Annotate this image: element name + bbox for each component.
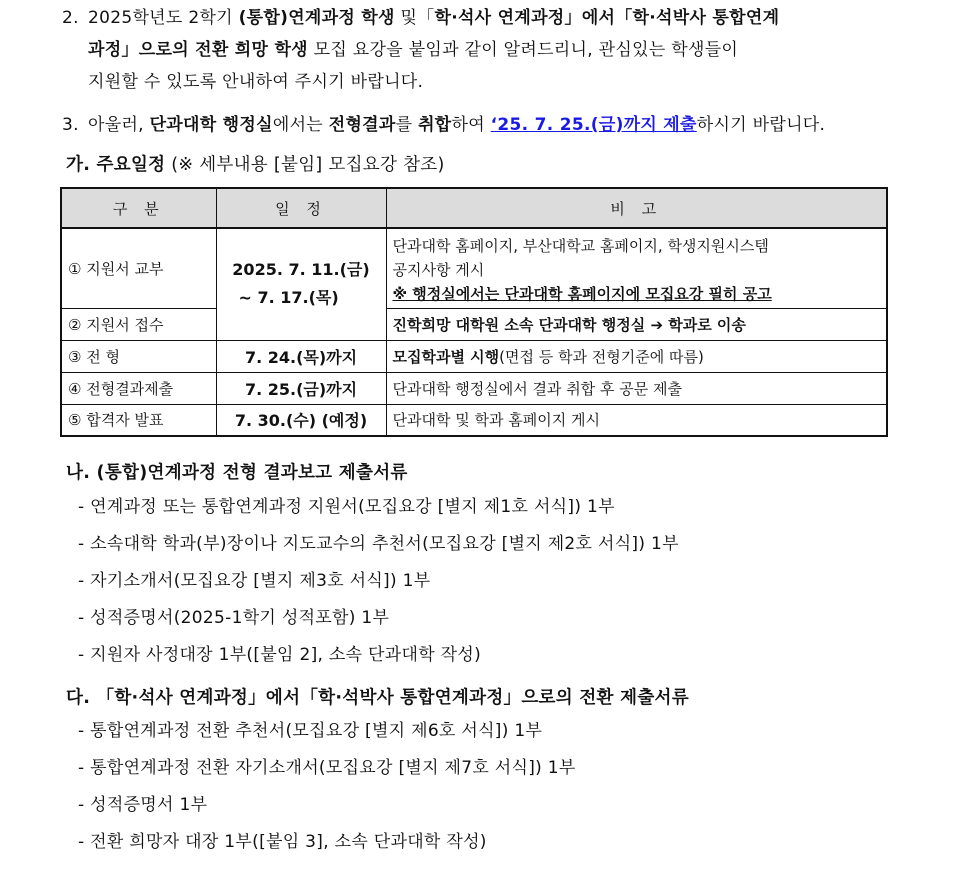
table-header: 구 분: [61, 188, 216, 228]
table-row: [61, 372, 887, 404]
schedule-table: [60, 187, 888, 437]
list-item: - 통합연계과정 전환 자기소개서(모집요강 [별지 제7호 서식]) 1부: [78, 758, 576, 778]
list-item: - 자기소개서(모집요강 [별지 제3호 서식]) 1부: [78, 571, 431, 591]
schedule-date: 7. 25.(금)까지: [216, 372, 386, 404]
table-header: 비 고: [386, 188, 887, 228]
row-note: 모집학과별 시행(면접 등 학과 전형기준에 따름): [386, 340, 887, 372]
schedule-date: 7. 30.(수) (예정): [216, 404, 386, 436]
row-note: 진학희망 대학원 소속 단과대학 행정실 ➔ 학과로 이송: [386, 308, 887, 340]
row-label: ② 지원서 접수: [61, 308, 216, 340]
list-item: - 성적증명서 1부: [78, 795, 208, 815]
list-item: - 연계과정 또는 통합연계과정 지원서(모집요강 [별지 제1호 서식]) 1부: [78, 497, 615, 517]
section-da-list: [78, 713, 576, 861]
row-label: ⑤ 합격자 발표: [61, 404, 216, 436]
paragraph-number: 2.: [62, 8, 79, 28]
deadline-highlight: ‘25. 7. 25.(금)까지 제출: [490, 115, 697, 135]
table-header-row: [61, 188, 887, 228]
row-note: 단과대학 행정실에서 결과 취합 후 공문 제출: [386, 372, 887, 404]
list-item: - 전환 희망자 대장 1부([붙임 3], 소속 단과대학 작성): [78, 832, 487, 852]
table-row: [61, 308, 887, 340]
section-ga-heading: 가. 주요일정 (※ 세부내용 [붙임] 모집요강 참조): [66, 155, 445, 175]
section-na-list: [78, 489, 679, 674]
paragraph-2: 2. 2025학년도 2학기 (통합)연계과정 학생 및「학·석사 연계과정」에서「학·석박사 통합연계 과정」으로의 전환 희망 학생 모집 요강을 붙임과 같이 알려드리니, 관심있는 학생들이 지원할 수 있도록 안내하여 주시기 바랍니다.: [62, 2, 892, 98]
table-row: [61, 228, 887, 308]
list-item: - 지원자 사정대장 1부([붙임 2], 소속 단과대학 작성): [78, 645, 482, 665]
schedule-date: 2025. 7. 11.(금) ~ 7. 17.(목): [216, 228, 386, 340]
table-row: [61, 340, 887, 372]
paragraph-3: 3. 아울러, 단과대학 행정실에서는 전형결과를 취합하여 ‘25. 7. 25.(금)까지 제출하시기 바랍니다.: [62, 109, 892, 141]
paragraph-number: 3.: [62, 115, 79, 135]
schedule-date: 7. 24.(목)까지: [216, 340, 386, 372]
row-note: 단과대학 및 학과 홈페이지 게시: [386, 404, 887, 436]
table-row: [61, 404, 887, 436]
section-da-heading: 다. 「학·석사 연계과정」에서「학·석박사 통합연계과정」으로의 전환 제출서류: [66, 688, 689, 708]
list-item: - 통합연계과정 전환 추천서(모집요강 [별지 제6호 서식]) 1부: [78, 721, 543, 741]
row-label: ① 지원서 교부: [61, 228, 216, 308]
row-note: 단과대학 홈페이지, 부산대학교 홈페이지, 학생지원시스템 공지사항 게시 ※ 행정실에서는 단과대학 홈페이지에 모집요강 필히 공고: [386, 228, 887, 308]
row-label: ③ 전 형: [61, 340, 216, 372]
table-header: 일 정: [216, 188, 386, 228]
row-label: ④ 전형결과제출: [61, 372, 216, 404]
list-item: - 성적증명서(2025-1학기 성적포함) 1부: [78, 608, 390, 628]
list-item: - 소속대학 학과(부)장이나 지도교수의 추천서(모집요강 [별지 제2호 서식]) 1부: [78, 534, 679, 554]
section-na-heading: 나. (통합)연계과정 전형 결과보고 제출서류: [66, 463, 408, 483]
